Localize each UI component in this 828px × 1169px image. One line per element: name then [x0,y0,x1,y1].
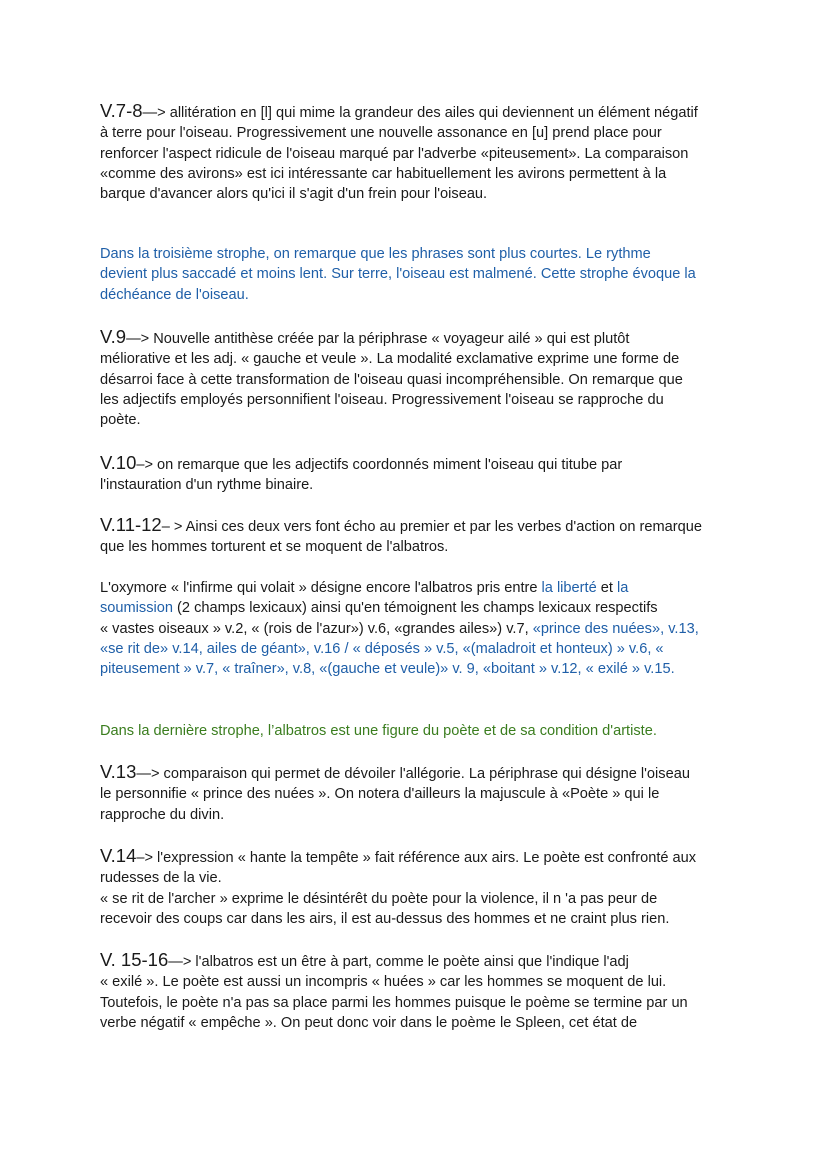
lexical-soumission: soumission [100,600,173,617]
verse-ref: V. 15-16 [100,949,169,970]
text-span: « vastes oiseaux » v.2, « (rois de l'azur») v.6, «grandes ailes») v.7, [100,620,533,637]
verse-ref: V.7-8 [100,100,143,121]
strophe-4-summary [100,721,740,741]
text-span: –> l'expression « hante la tempête » fait référence aux airs. Le poète est confronté aux [136,850,697,866]
text-line: Toutefois, le poète n'a pas sa place parmi les hommes puisque le poème se termine par un [100,994,688,1011]
text-line: barque d'avancer alors qu'ici il s'agit d'un frein pour l'oiseau. [100,186,488,203]
text-span: –> on remarque que les adjectifs coordonnés miment l'oiseau qui titube par [136,457,623,473]
text-line: piteusement » v.7, « traîner», v.8, «(gauche et veule)» v. 9, «boitant » v.12, « exilé » v.15. [100,661,675,678]
text-line [100,101,740,123]
text-line: désarroi face à cette transformation de l'oiseau quasi incompréhensible. On remarque que [100,371,683,388]
paragraph-v14 [100,846,740,929]
text-line: rapproche du divin. [100,806,225,823]
text-span: L'oxymore « l'infirme qui volait » désigne encore l'albatros pris entre [100,580,542,596]
text-line: que les hommes torturent et se moquent de l'albatros. [100,539,449,556]
paragraph-oxymore [100,578,740,679]
text-line: poète. [100,412,141,429]
paragraph-v9 [100,327,740,430]
text-line: « se rit de l'archer » exprime le désintérêt du poète pour la violence, il n 'a pas peur de [100,890,658,907]
text-span: —> l'albatros est un être à part, comme le poète ainsi que l'indique l'adj [168,954,629,970]
text-line: « exilé ». Le poète est aussi un incompris « huées » car les hommes se moquent de lui. [100,974,667,991]
text-line [100,578,740,598]
verse-ref: V.13 [100,761,137,782]
text-span: – > Ainsi ces deux vers font écho au premier et par les verbes d'action on remarque [161,519,702,535]
text-line: «comme des avirons» est ici intéressante car habituellement les avirons permettent à la [100,165,667,182]
verse-ref: V.9 [100,326,127,347]
text-line: renforcer l'aspect ridicule de l'oiseau marqué par l'adverbe «piteusement». La comparaison [100,145,689,162]
text-line [100,453,740,475]
lexical-prince: «prince des nuées», v.13, [532,620,699,637]
text-span: et [596,580,617,596]
text-line: méliorative et les adj. « gauche et veule ». La modalité exclamative exprime une forme de [100,351,680,368]
text-line [100,762,740,784]
paragraph-v11-12 [100,515,740,558]
text-line: recevoir des coups car dans les airs, il est au-dessus des hommes et ne craint plus rien. [100,910,670,927]
text-line: «se rit de» v.14, ailes de géant», v.16 / « déposés » v.5, «(maladroit et honteux) » v.6, « [100,640,664,657]
text-line: à terre pour l'oiseau. Progressivement une nouvelle assonance en [u] prend place pour [100,125,662,142]
paragraph-v13 [100,762,740,825]
verse-ref: V.14 [100,845,137,866]
text-line [100,846,740,868]
text-line: devient plus saccadé et moins lent. Sur terre, l'oiseau est malmené. Cette strophe évoque la [100,266,696,283]
text-span: —> Nouvelle antithèse créée par la périphrase « voyageur ailé » qui est plutôt [126,331,630,347]
text-line: l'instauration d'un rythme binaire. [100,477,314,494]
text-span: —> allitération en [l] qui mime la grandeur des ailes qui deviennent un élément négatif [142,105,698,121]
paragraph-v7-8 [100,101,740,204]
text-span: —> comparaison qui permet de dévoiler l'allégorie. La périphrase qui désigne l'oiseau [136,766,690,782]
text-line [100,327,740,349]
text-span: (2 champs lexicaux) ainsi qu'en témoignent les champs lexicaux respectifs [173,600,658,617]
text-line: Dans la dernière strophe, l’albatros est une figure du poète et de sa condition d'artiste. [100,723,657,739]
lexical-la: la [616,580,629,596]
text-line: rudesses de la vie. [100,870,222,887]
paragraph-v15-16 [100,950,740,1033]
text-line [100,598,740,618]
text-line: le personnifie « prince des nuées ». On notera d'ailleurs la majuscule à «Poète » qui le [100,786,660,803]
text-line: verbe négatif « empêche ». On peut donc voir dans le poème le Spleen, cet état de [100,1014,638,1031]
strophe-3-summary [100,244,740,305]
text-line [100,950,740,972]
verse-ref: V.10 [100,452,137,473]
text-line: déchéance de l'oiseau. [100,286,249,303]
text-line [100,619,740,639]
text-line: les adjectifs employés personnifient l'oiseau. Progressivement l'oiseau se rapproche du [100,391,664,408]
paragraph-v10 [100,453,740,496]
text-line [100,515,740,537]
text-line: Dans la troisième strophe, on remarque que les phrases sont plus courtes. Le rythme [100,246,651,262]
verse-ref: V.11-12 [100,514,162,535]
lexical-liberte: la liberté [541,580,597,596]
